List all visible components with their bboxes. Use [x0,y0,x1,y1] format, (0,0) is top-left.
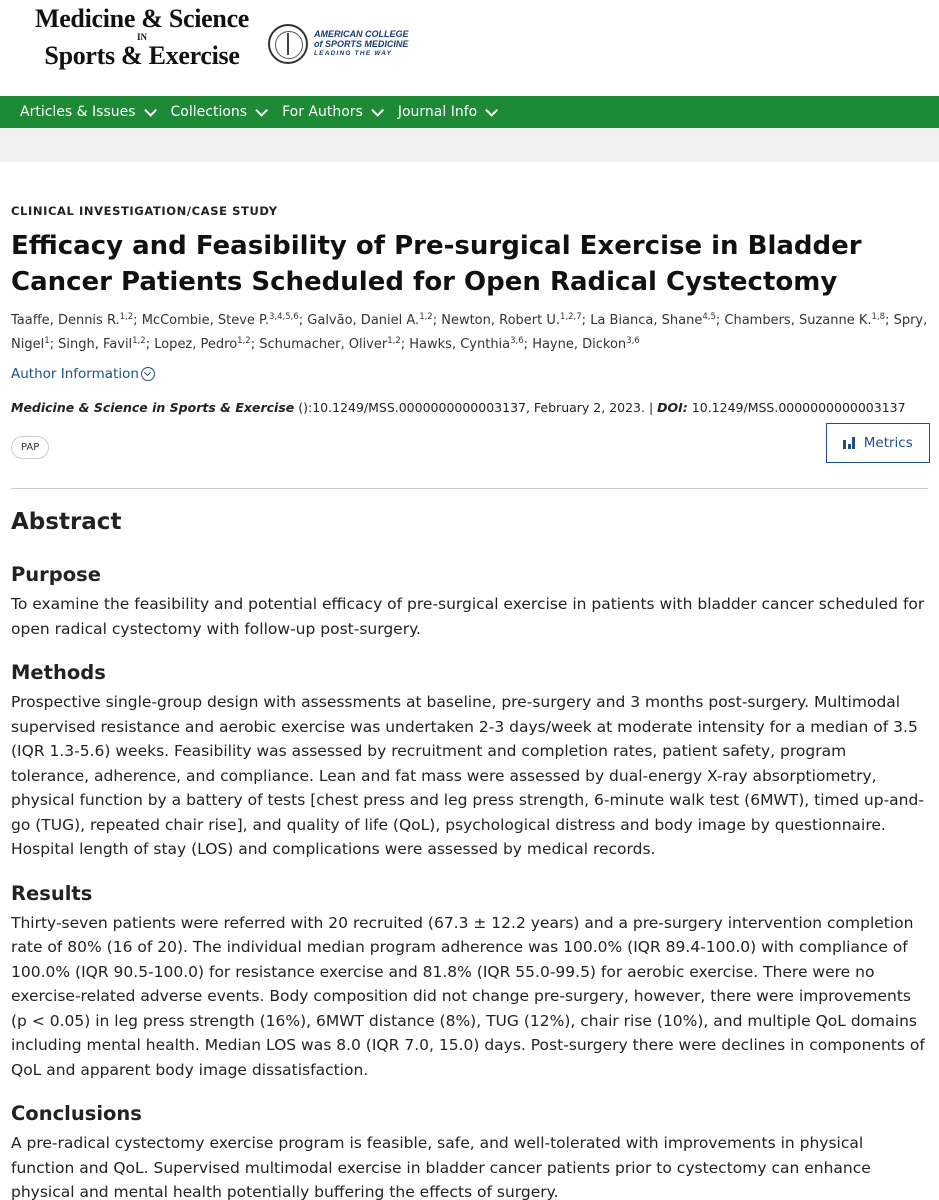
author-name: McCombie, Steve P. [141,313,270,328]
citation-separator: | [644,400,658,415]
author-link[interactable] [409,337,523,352]
citation-journal: Medicine & Science in Sports & Exercise [11,400,295,415]
abstract-results [11,882,928,1083]
author-link[interactable] [724,313,885,328]
chevron-down-icon [144,104,157,117]
author-affiliation: 1,2,7 [560,312,582,322]
sub-nav-band [0,128,939,162]
nav-label: For Authors [282,104,363,120]
author-affiliation: 1,2 [387,336,401,346]
bar-chart-icon [843,437,857,449]
doi-label: DOI: [657,400,688,415]
author-link[interactable] [441,313,581,328]
article-category: CLINICAL INVESTIGATION/CASE STUDY [11,204,278,218]
nav-label: Collections [170,104,248,120]
section-text: Thirty-seven patients were referred with 20 recruited (67.3 ± 12.2 years) and a pre-surgery intervention completion rate of 80% (16 of 20). The individual median program adherence was 100.0% (IQR 89.4-100.0) with compliance of 100.0% (IQR 90.5-100.0) for resistance exercise and 81.8% (IQR 55.0-99.5) for aerobic exercise. There were no exercise-related adverse events. Body composition did not change pre-surgery, however, there were improvements (p < 0.05) in leg press strength (16%), 6MWT distance (8%), TUG (12%), chair rise (10%), and multiple QoL domains including mental health. Median LOS was 8.0 (IQR 7.0, 15.0) days. Post-surgery there were declines in components of QoL and apparent body image dissatisfaction. [11,913,925,1079]
author-affiliation: 1,8 [871,312,886,322]
author-name: Lopez, Pedro [154,337,238,352]
journal-logo-line1: Medicine & Science [34,4,250,33]
section-heading: Conclusions [11,1102,142,1125]
author-link[interactable] [58,337,146,352]
author-affiliation: 3,6 [510,336,524,346]
author-name: Taaffe, Dennis R. [11,313,120,328]
section-text: A pre-radical cystectomy exercise program is feasible, safe, and well-tolerated with improvements in physical function and QoL. Supervised multimodal exercise in bladder cancer patients prior to cystectomy can enhance physical and mental health potentially buffering the effects of surgery. [11,1134,871,1200]
nav-journal-info[interactable] [398,104,494,120]
nav-articles-issues[interactable] [20,104,153,120]
author-link[interactable] [590,313,716,328]
author-affiliation: 1,2 [119,312,134,322]
chevron-down-icon [485,104,498,117]
nav-collections[interactable] [171,104,265,120]
author-affiliation: 3,4,5,6 [269,312,299,322]
author-name: Chambers, Suzanne K. [724,313,872,328]
section-heading: Methods [11,661,106,684]
article-content [0,204,939,1200]
journal-logo-line2: IN [136,32,147,42]
abstract-heading: Abstract [11,509,122,535]
nav-label: Journal Info [397,104,478,120]
citation-details: ():10.1249/MSS.0000000000003137, February 2, 2023. [294,400,645,415]
article-title: Efficacy and Feasibility of Pre-surgical Exercise in Bladder Cancer Patients Scheduled for Open Radical Cystectomy [11,231,862,297]
citation-line [11,400,928,415]
section-heading: Purpose [11,563,101,586]
author-name: La Bianca, Shane [590,313,703,328]
author-affiliation: 1 [44,336,50,346]
nav-label: Articles & Issues [20,104,136,120]
author-affiliation: 1,2 [132,336,146,346]
acsm-wordmark [314,29,409,59]
author-link[interactable] [532,337,640,352]
acsm-line1: AMERICAN COLLEGE [314,29,409,39]
author-link[interactable] [307,313,432,328]
author-name: Hayne, Dickon [532,337,627,352]
main-nav [0,96,939,128]
section-text: To examine the feasibility and potential efficacy of pre-surgical exercise in patients with bladder cancer scheduled for open radical cystectomy with follow-up post-surgery. [11,595,925,638]
author-information-label: Author Information [11,366,139,382]
pap-badge: PAP [11,436,49,459]
doi-value[interactable]: 10.1249/MSS.0000000000003137 [687,400,906,415]
author-affiliation: 4,5 [702,312,716,322]
nav-for-authors[interactable] [282,104,380,120]
author-list: Taaffe, Dennis R.$^{1,2}$; McCombie, Steve P.$^{3,4,5,6}$; Galvão, Daniel A.$^{1,2}$; Newton, Robert U.$^{1,2,7}$; La Bianca, Shane$^{4,5}$; Chambers, Suzanne K.$^{1,8}$; Spry, Nigel$^1$; Singh, Favil$^{1,2}$; Lopez, Pedro$^{1,2}$; Schumacher, Oliver$^{1,2}$; Hawks, Cynthia$^{3,6}$; Hayne, Dickon$^{3,6}$ [11,312,928,352]
author-name: Newton, Robert U. [441,313,561,328]
acsm-tagline: LEADING THE WAY [314,50,393,57]
acsm-line2: of SPORTS MEDICINE [314,39,409,49]
author-information-toggle[interactable] [11,366,928,382]
journal-logo-line3: Sports & Exercise [44,41,240,70]
masthead [0,0,939,96]
author-link[interactable] [142,313,299,328]
author-link[interactable] [259,337,401,352]
acsm-logo[interactable] [268,24,409,64]
author-name: Hawks, Cynthia [409,337,511,352]
journal-logo[interactable] [22,6,262,69]
author-affiliation: 1,2 [237,336,251,346]
author-link[interactable] [154,337,250,352]
author-link[interactable] [11,313,133,328]
section-text: Prospective single-group design with assessments at baseline, pre-surgery and 3 months post-surgery. Multimodal supervised resistance and aerobic exercise was undertaken 2-3 days/week at moderate intensity for a median of 3.5 (IQR 1.3-5.6) weeks. Feasibility was assessed by recruitment and completion rates, patient safety, program tolerance, adherence, and compliance. Lean and fat mass were assessed by dual-energy X-ray absorptiometry, physical function by a battery of tests [chest press and leg press strength, 6-minute walk test (6MWT), timed up-and-go (TUG), repeated chair rise], and quality of life (QoL), psychological distress and body image by questionnaire. Hospital length of stay (LOS) and complications were assessed by medical records. [11,693,924,858]
chevron-down-icon [371,104,384,117]
divider [11,488,928,489]
section-heading: Results [11,881,93,905]
abstract-methods [11,661,928,862]
author-affiliation: 1,2 [419,312,433,322]
badge-row [11,420,928,466]
metrics-button[interactable] [826,423,930,463]
author-name: Spry, Nigel [11,313,928,352]
author-affiliation: 3,6 [626,336,640,346]
abstract-purpose [11,563,928,641]
chevron-down-circle-icon [141,367,155,381]
metrics-label: Metrics [863,435,913,451]
chevron-down-icon [255,104,268,117]
acsm-seal-icon [268,24,308,64]
author-name: Singh, Favil [58,337,133,352]
author-name: Galvão, Daniel A. [307,313,420,328]
abstract-conclusions [11,1102,928,1200]
author-name: Schumacher, Oliver [259,337,388,352]
